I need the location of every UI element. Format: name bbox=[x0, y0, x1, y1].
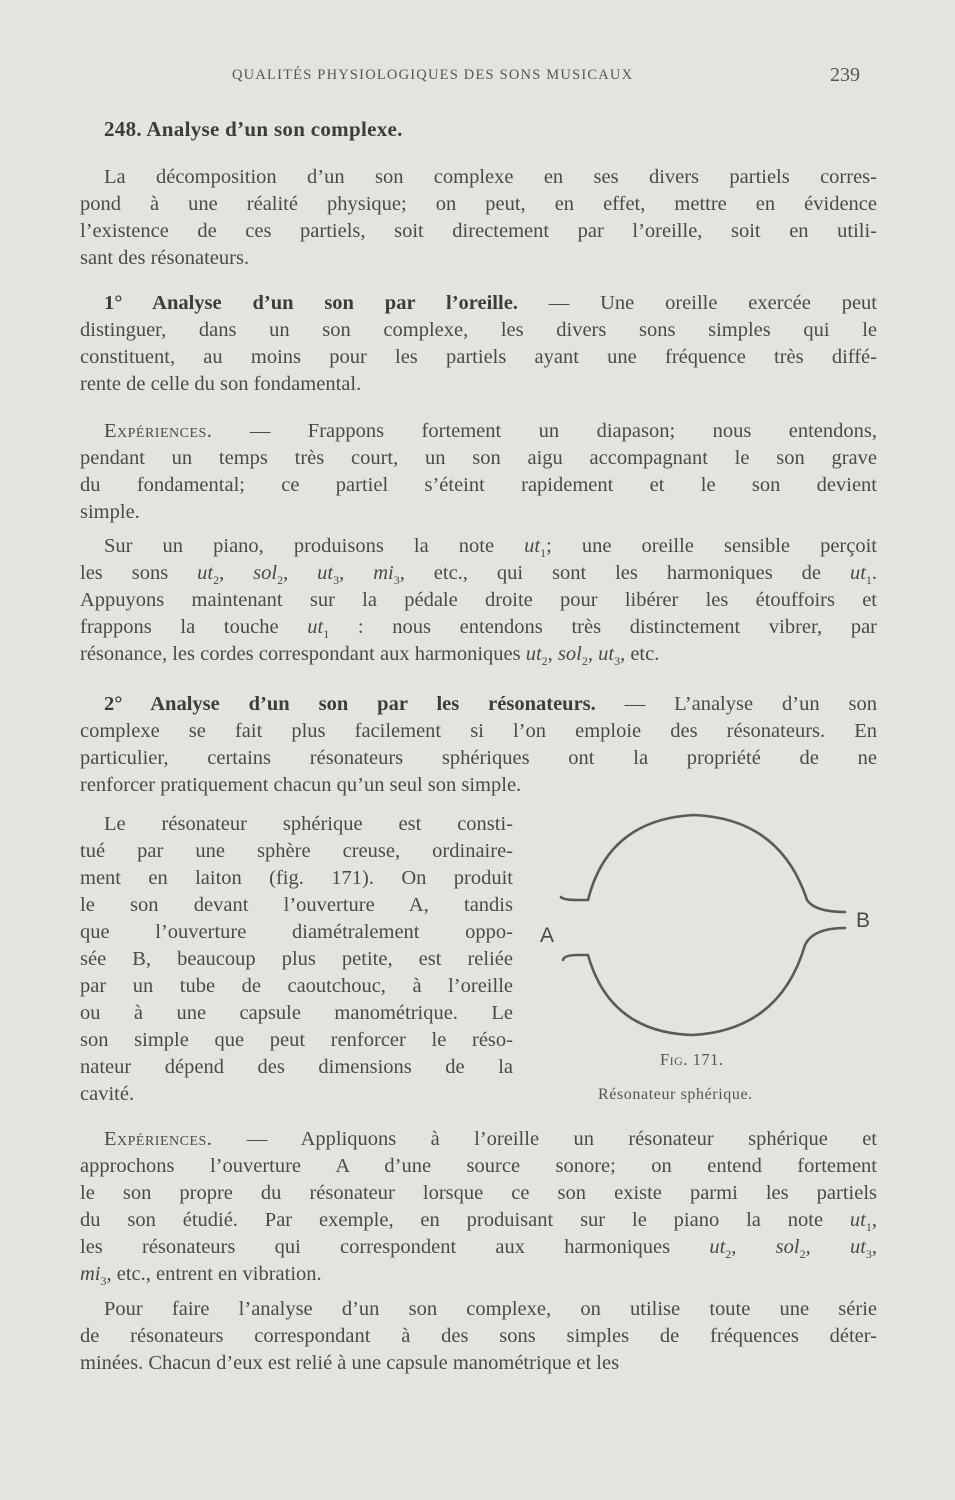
text-run: , etc. bbox=[620, 643, 660, 665]
text-line bbox=[80, 691, 877, 718]
text-run: Sur un piano, produisons la note bbox=[104, 535, 525, 557]
text-line bbox=[80, 1081, 513, 1108]
text-run: cavité. bbox=[80, 1083, 135, 1105]
text-run: , bbox=[587, 643, 599, 665]
section-heading: 248. Analyse d’un son complexe. bbox=[104, 117, 403, 141]
text-run: ut bbox=[307, 616, 324, 638]
text-line bbox=[80, 1323, 877, 1350]
text-run: , bbox=[219, 562, 254, 584]
text-line bbox=[80, 811, 513, 838]
text-line bbox=[80, 371, 877, 398]
text-run: par un tube de caoutchouc, à l’oreille bbox=[80, 975, 513, 997]
figure-spherical-resonator bbox=[530, 800, 890, 1070]
text-line bbox=[80, 1296, 877, 1323]
text-line bbox=[80, 1000, 513, 1027]
paragraph bbox=[80, 290, 877, 398]
text-run: 2° Analyse d’un son par les résonateurs. bbox=[104, 693, 596, 715]
text-run: 1° Analyse d’un son par l’oreille. bbox=[104, 292, 518, 314]
text-run: Expériences. bbox=[104, 420, 213, 442]
sphere-upper-wall bbox=[561, 815, 845, 912]
paragraph bbox=[80, 1126, 877, 1288]
subscript: 2 bbox=[581, 654, 588, 669]
text-run: résonance, les cordes correspondant aux harmoniques bbox=[80, 643, 526, 665]
subscript: 1 bbox=[540, 546, 547, 561]
text-line bbox=[80, 919, 513, 946]
paragraph bbox=[80, 533, 877, 668]
text-run: sol bbox=[775, 1236, 800, 1258]
subscript: 3 bbox=[865, 1247, 872, 1262]
text-run: de résonateurs correspondant à des sons simples de fréquences déter- bbox=[80, 1325, 877, 1347]
text-run: complexe se fait plus facilement si l’on emploie des résonateurs. En bbox=[80, 720, 877, 742]
text-run: — Une oreille exercée peut bbox=[517, 292, 877, 314]
text-run: minées. Chacun d’eux est relié à une capsule manométrique et les bbox=[80, 1352, 620, 1374]
text-run: , bbox=[283, 562, 318, 584]
figure-number: Fig. 171. bbox=[660, 1050, 724, 1069]
text-line bbox=[80, 1180, 877, 1207]
paragraph bbox=[80, 164, 877, 272]
subscript: 1 bbox=[323, 627, 330, 642]
subscript: 2 bbox=[213, 573, 220, 588]
text-run: — Appliquons à l’oreille un résonateur sphérique et bbox=[212, 1128, 877, 1150]
text-line bbox=[80, 164, 877, 191]
text-run: — Frappons fortement un diapason; nous entendons, bbox=[212, 420, 877, 442]
text-run: ut bbox=[849, 1236, 866, 1258]
text-run: que l’ouverture diamétralement oppo- bbox=[80, 921, 513, 943]
subscript: 1 bbox=[865, 573, 872, 588]
text-run: rente de celle du son fondamental. bbox=[80, 373, 362, 395]
text-run: sol bbox=[557, 643, 582, 665]
text-line bbox=[80, 218, 877, 245]
paragraph bbox=[80, 691, 877, 799]
text-run: , bbox=[871, 1236, 878, 1258]
text-line bbox=[80, 946, 513, 973]
text-run: pendant un temps très court, un son aigu accompagnant le son grave bbox=[80, 447, 877, 469]
text-line bbox=[80, 772, 877, 799]
text-run: , bbox=[805, 1236, 850, 1258]
text-run: sée B, beaucoup plus petite, est reliée bbox=[80, 948, 513, 970]
text-run: mi bbox=[80, 1263, 101, 1285]
text-run: Expériences. bbox=[104, 1128, 213, 1150]
text-run: , etc., qui sont les harmoniques de bbox=[399, 562, 850, 584]
text-run: du son étudié. Par exemple, en produisant sur le piano la note bbox=[80, 1209, 850, 1231]
text-run: , etc., entrent en vibration. bbox=[106, 1263, 322, 1285]
text-run: Appuyons maintenant sur la pédale droite pour libérer les étouffoirs et bbox=[80, 589, 877, 611]
text-run: Pour faire l’analyse d’un son complexe, on utilise toute une série bbox=[104, 1298, 877, 1320]
label-a: A bbox=[540, 924, 555, 947]
text-run: du fondamental; ce partiel s’éteint rapidement et le son devient bbox=[80, 474, 877, 496]
text-run: , bbox=[547, 643, 558, 665]
text-line bbox=[80, 745, 877, 772]
subscript: 3 bbox=[393, 573, 400, 588]
text-line bbox=[80, 445, 877, 472]
running-header: QUALITÉS PHYSIOLOGIQUES DES SONS MUSICAUX bbox=[232, 67, 634, 83]
subscript: 2 bbox=[799, 1247, 806, 1262]
text-run: ut bbox=[197, 562, 214, 584]
text-line bbox=[80, 245, 877, 272]
text-run: , bbox=[339, 562, 374, 584]
text-line bbox=[80, 290, 877, 317]
text-line bbox=[80, 1261, 877, 1288]
text-line bbox=[80, 1153, 877, 1180]
subscript: 3 bbox=[614, 654, 621, 669]
text-line bbox=[80, 641, 877, 668]
paragraph bbox=[80, 418, 877, 526]
text-line bbox=[80, 1126, 877, 1153]
label-b: B bbox=[856, 909, 871, 932]
text-line bbox=[80, 191, 877, 218]
sphere-lower-wall bbox=[563, 928, 845, 1035]
text-run: — L’analyse d’un son bbox=[595, 693, 877, 715]
subscript: 3 bbox=[100, 1274, 107, 1289]
text-line bbox=[80, 1350, 877, 1377]
text-run: ou à une capsule manométrique. Le bbox=[80, 1002, 513, 1024]
text-line bbox=[80, 317, 877, 344]
text-run: ment en laiton (fig. 171). On produit bbox=[80, 867, 513, 889]
text-run: distinguer, dans un son complexe, les divers sons simples qui le bbox=[80, 319, 877, 341]
text-run: constituent, au moins pour les partiels ayant une fréquence très diffé- bbox=[80, 346, 877, 368]
subscript: 3 bbox=[333, 573, 340, 588]
text-run: les résonateurs qui correspondent aux harmoniques bbox=[80, 1236, 710, 1258]
text-line bbox=[80, 587, 877, 614]
text-run: le son devant l’ouverture A, tandis bbox=[80, 894, 513, 916]
text-line bbox=[80, 614, 877, 641]
text-run: nateur dépend des dimensions de la bbox=[80, 1056, 513, 1078]
text-line bbox=[80, 499, 877, 526]
text-run: les sons bbox=[80, 562, 198, 584]
subscript: 1 bbox=[865, 1220, 872, 1235]
text-run: , bbox=[871, 1209, 877, 1231]
text-line bbox=[80, 344, 877, 371]
text-run: : nous entendons très distinctement vibrer, par bbox=[329, 616, 877, 638]
figure-caption: Résonateur sphérique. bbox=[598, 1086, 753, 1103]
text-line bbox=[80, 865, 513, 892]
text-run: renforcer pratiquement chacun qu’un seul son simple. bbox=[80, 774, 522, 796]
text-line bbox=[80, 1054, 513, 1081]
text-run: sant des résonateurs. bbox=[80, 247, 250, 269]
text-run: ut bbox=[524, 535, 541, 557]
text-run: frappons la touche bbox=[80, 616, 308, 638]
text-run: ut bbox=[598, 643, 615, 665]
text-run: le son propre du résonateur lorsque ce son existe parmi les partiels bbox=[80, 1182, 877, 1204]
text-run: . bbox=[871, 562, 878, 584]
text-run: pond à une réalité physique; on peut, en effet, mettre en évidence bbox=[80, 193, 877, 215]
text-line bbox=[80, 1234, 877, 1261]
text-run: ; une oreille sensible perçoit bbox=[546, 535, 877, 557]
text-line bbox=[80, 838, 513, 865]
text-line bbox=[80, 892, 513, 919]
text-line bbox=[80, 973, 513, 1000]
subscript: 2 bbox=[725, 1247, 732, 1262]
text-run: mi bbox=[373, 562, 394, 584]
subscript: 2 bbox=[541, 654, 548, 669]
paragraph bbox=[80, 1296, 877, 1377]
text-line bbox=[80, 1207, 877, 1234]
text-line bbox=[80, 560, 877, 587]
text-run: approchons l’ouverture A d’une source sonore; on entend fortement bbox=[80, 1155, 877, 1177]
text-run: Le résonateur sphérique est consti- bbox=[104, 813, 513, 835]
text-run: ut bbox=[849, 562, 866, 584]
text-run: La décomposition d’un son complexe en ses divers partiels corres- bbox=[104, 166, 877, 188]
text-line bbox=[80, 533, 877, 560]
text-run: ut bbox=[317, 562, 334, 584]
text-run: ut bbox=[525, 643, 542, 665]
text-run: tué par une sphère creuse, ordinaire- bbox=[80, 840, 513, 862]
text-line bbox=[80, 418, 877, 445]
text-run: particulier, certains résonateurs sphériques ont la propriété de ne bbox=[80, 747, 877, 769]
paragraph bbox=[80, 811, 513, 1108]
text-line bbox=[80, 472, 877, 499]
text-run: ut bbox=[709, 1236, 726, 1258]
text-run: simple. bbox=[80, 501, 140, 523]
text-run: l’existence de ces partiels, soit directement par l’oreille, soit en utili- bbox=[80, 220, 877, 242]
text-run: son simple que peut renforcer le réso- bbox=[80, 1029, 513, 1051]
text-line bbox=[80, 1027, 513, 1054]
text-run: , bbox=[731, 1236, 776, 1258]
text-run: sol bbox=[253, 562, 278, 584]
text-line bbox=[80, 718, 877, 745]
subscript: 2 bbox=[277, 573, 284, 588]
page-number: 239 bbox=[830, 64, 860, 86]
text-run: ut bbox=[849, 1209, 866, 1231]
